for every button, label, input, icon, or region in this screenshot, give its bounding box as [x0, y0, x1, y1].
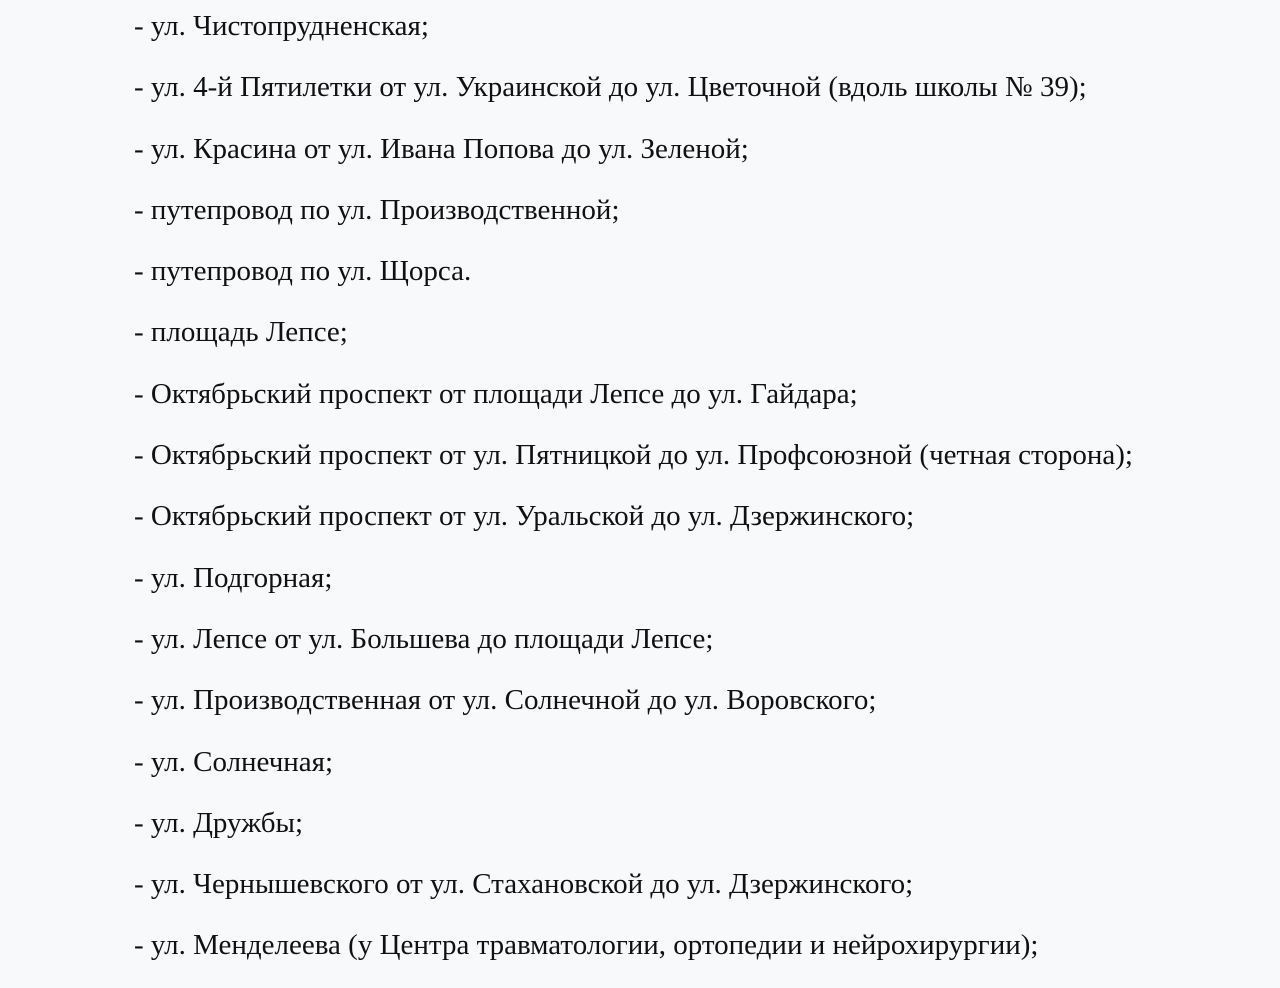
list-item: - ул. Производственная от ул. Солнечной до ул. Воровского; — [134, 684, 877, 717]
list-item: - ул. Солнечная; — [134, 745, 334, 778]
list-item: - ул. Чистопрудненская; — [134, 10, 429, 42]
list-item: - ул. Красина от ул. Ивана Попова до ул. Зеленой; — [134, 132, 749, 165]
list-item: - ул. Подгорная; — [134, 561, 333, 594]
list-item: - Октябрьский проспект от ул. Пятницкой до ул. Профсоюзной (четная сторона); — [134, 439, 1133, 472]
list-item: - ул. Лепсе от ул. Большева до площади Лепсе; — [134, 622, 714, 655]
list-item: - путепровод по ул. Щорса. — [134, 255, 472, 288]
list-item: - Октябрьский проспект от ул. Уральской до ул. Дзержинского; — [134, 500, 915, 533]
list-item: - Октябрьский проспект от площади Лепсе до ул. Гайдара; — [134, 377, 858, 410]
list-item: - ул. Дружбы; — [134, 806, 304, 839]
street-list — [134, 0, 1264, 988]
list-item: - ул. 4-й Пятилетки от ул. Украинской до ул. Цветочной (вдоль школы № 39); — [134, 71, 1087, 104]
list-item: - площадь Лепсе; — [134, 316, 348, 349]
list-item: - путепровод по ул. Производственной; — [134, 193, 620, 226]
list-item: - ул. Чернышевского от ул. Стахановской до ул. Дзержинского; — [134, 868, 914, 901]
list-item: - ул. Менделеева (у Центра травматологии, ортопедии и нейрохирургии); — [134, 929, 1039, 962]
